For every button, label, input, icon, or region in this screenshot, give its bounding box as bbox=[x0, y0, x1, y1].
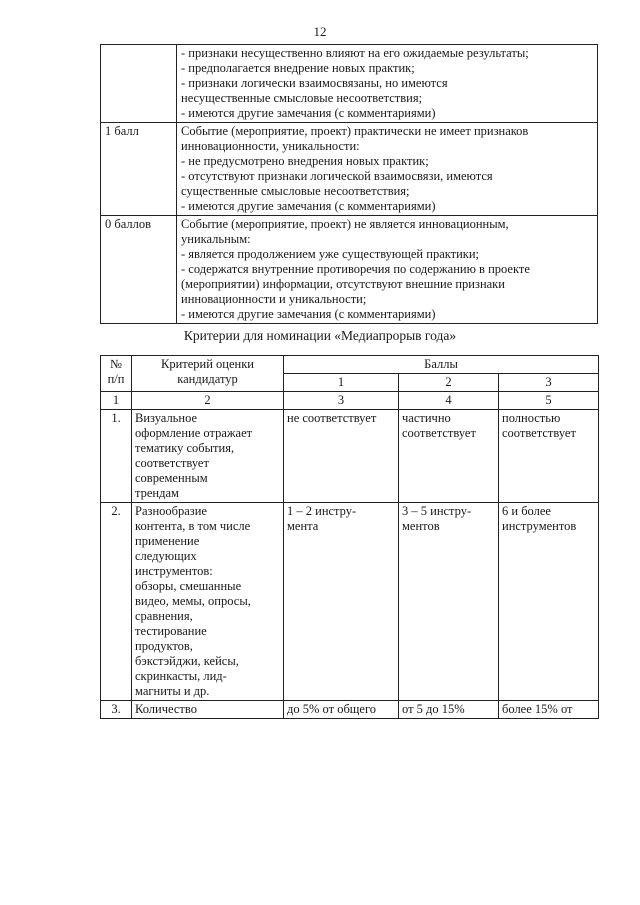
header-num-line: п/п bbox=[107, 372, 125, 386]
points-line: от 5 до 15% bbox=[402, 702, 465, 716]
header-criterion-line: Критерий оценки bbox=[161, 357, 254, 371]
description-cell bbox=[177, 45, 598, 123]
criterion-cell bbox=[132, 701, 284, 719]
index-cell: 1 bbox=[101, 392, 132, 410]
criterion-cell bbox=[132, 503, 284, 701]
description-line: - содержатся внутренние противоречия по содержанию в проекте bbox=[181, 262, 530, 276]
description-line: Событие (мероприятие, проект) практически не имеет признаков bbox=[181, 124, 529, 138]
criterion-line: инструментов: bbox=[135, 564, 213, 578]
description-line: Событие (мероприятие, проект) не является инновационным, bbox=[181, 217, 509, 231]
points-line: до 5% от общего bbox=[287, 702, 377, 716]
criterion-line: современным bbox=[135, 471, 208, 485]
points-line: 6 и более bbox=[502, 504, 551, 518]
criterion-line: тематику события, bbox=[135, 441, 235, 455]
points-line: инструментов bbox=[502, 519, 577, 533]
criterion-line: сравнения, bbox=[135, 609, 193, 623]
score-cell bbox=[101, 45, 177, 123]
points-cell bbox=[499, 503, 599, 701]
description-line: - не предусмотрено внедрения новых практик; bbox=[181, 154, 429, 168]
points-line: частично bbox=[402, 411, 451, 425]
description-cell bbox=[177, 123, 598, 216]
criterion-line: бэкстэйджи, кейсы, bbox=[135, 654, 239, 668]
points-cell bbox=[284, 503, 399, 701]
criterion-cell bbox=[132, 410, 284, 503]
criterion-line: тестирование bbox=[135, 624, 207, 638]
criterion-line: следующих bbox=[135, 549, 197, 563]
row-number: 2. bbox=[101, 503, 132, 701]
description-line: - имеются другие замечания (с комментариями) bbox=[181, 199, 436, 213]
criterion-line: Разнообразие bbox=[135, 504, 207, 518]
criterion-line: оформление отражает bbox=[135, 426, 253, 440]
points-line: полностью bbox=[502, 411, 561, 425]
points-line: 3 – 5 инстру- bbox=[402, 504, 472, 518]
criteria-header-row bbox=[101, 356, 599, 374]
description-line: инновационности и уникальности; bbox=[181, 292, 367, 306]
criterion-line: Количество bbox=[135, 702, 197, 716]
scoring-table bbox=[100, 44, 598, 324]
table-row bbox=[101, 123, 598, 216]
description-line: существенные смысловые несоответствия; bbox=[181, 184, 410, 198]
row-number: 3. bbox=[101, 701, 132, 719]
table-row bbox=[101, 216, 598, 324]
criterion-line: скринкасты, лид- bbox=[135, 669, 227, 683]
points-cell bbox=[499, 410, 599, 503]
page-number: 12 bbox=[313, 24, 327, 39]
description-line: - отсутствуют признаки логической взаимосвязи, имеются bbox=[181, 169, 493, 183]
description-line: инновационности, уникальности: bbox=[181, 139, 360, 153]
criteria-table bbox=[100, 355, 599, 719]
index-cell: 5 bbox=[499, 392, 599, 410]
points-cell bbox=[284, 410, 399, 503]
description-line: - признаки логически взаимосвязаны, но имеются bbox=[181, 76, 448, 90]
header-num bbox=[101, 356, 132, 392]
header-point-col: 1 bbox=[284, 374, 399, 392]
header-criterion bbox=[132, 356, 284, 392]
header-num-line: № bbox=[110, 357, 122, 371]
description-line: - предполагается внедрение новых практик; bbox=[181, 61, 415, 75]
points-line: соответствует bbox=[402, 426, 476, 440]
description-line: - является продолжением уже существующей практики; bbox=[181, 247, 480, 261]
criterion-line: контента, в том числе bbox=[135, 519, 251, 533]
header-points: Баллы bbox=[284, 356, 599, 374]
description-line: - имеются другие замечания (с комментариями) bbox=[181, 106, 436, 120]
criterion-line: трендам bbox=[135, 486, 179, 500]
criterion-line: Визуальное bbox=[135, 411, 198, 425]
index-cell: 4 bbox=[399, 392, 499, 410]
description-line: - имеются другие замечания (с комментариями) bbox=[181, 307, 436, 321]
criterion-line: продуктов, bbox=[135, 639, 193, 653]
criterion-line: магниты и др. bbox=[135, 684, 210, 698]
criterion-line: обзоры, смешанные bbox=[135, 579, 242, 593]
table-row bbox=[101, 701, 599, 719]
table-row bbox=[101, 410, 599, 503]
points-line: соответствует bbox=[502, 426, 576, 440]
points-line: ментов bbox=[402, 519, 440, 533]
index-cell: 2 bbox=[132, 392, 284, 410]
criterion-line: применение bbox=[135, 534, 200, 548]
points-cell bbox=[399, 410, 499, 503]
header-point-col: 3 bbox=[499, 374, 599, 392]
points-cell bbox=[399, 701, 499, 719]
description-line: несущественные смысловые несоответствия; bbox=[181, 91, 423, 105]
row-number: 1. bbox=[101, 410, 132, 503]
points-line: более 15% от bbox=[502, 702, 573, 716]
criteria-index-row bbox=[101, 392, 599, 410]
score-cell: 0 баллов bbox=[101, 216, 177, 324]
criterion-line: видео, мемы, опросы, bbox=[135, 594, 251, 608]
points-line: 1 – 2 инстру- bbox=[287, 504, 357, 518]
points-line: не соответствует bbox=[287, 411, 377, 425]
header-point-col: 2 bbox=[399, 374, 499, 392]
nomination-caption: Критерии для номинации «Медиапрорыв года» bbox=[183, 328, 457, 343]
description-line: (мероприятии) информации, отсутствуют внешние признаки bbox=[181, 277, 505, 291]
points-cell bbox=[499, 701, 599, 719]
points-line: мента bbox=[287, 519, 319, 533]
points-cell bbox=[399, 503, 499, 701]
table-row bbox=[101, 503, 599, 701]
criterion-line: соответствует bbox=[135, 456, 209, 470]
description-line: уникальным: bbox=[181, 232, 251, 246]
header-criterion-line: кандидатур bbox=[177, 372, 238, 386]
table-row bbox=[101, 45, 598, 123]
points-cell bbox=[284, 701, 399, 719]
score-cell: 1 балл bbox=[101, 123, 177, 216]
index-cell: 3 bbox=[284, 392, 399, 410]
description-cell bbox=[177, 216, 598, 324]
description-line: - признаки несущественно влияют на его ожидаемые результаты; bbox=[181, 46, 529, 60]
